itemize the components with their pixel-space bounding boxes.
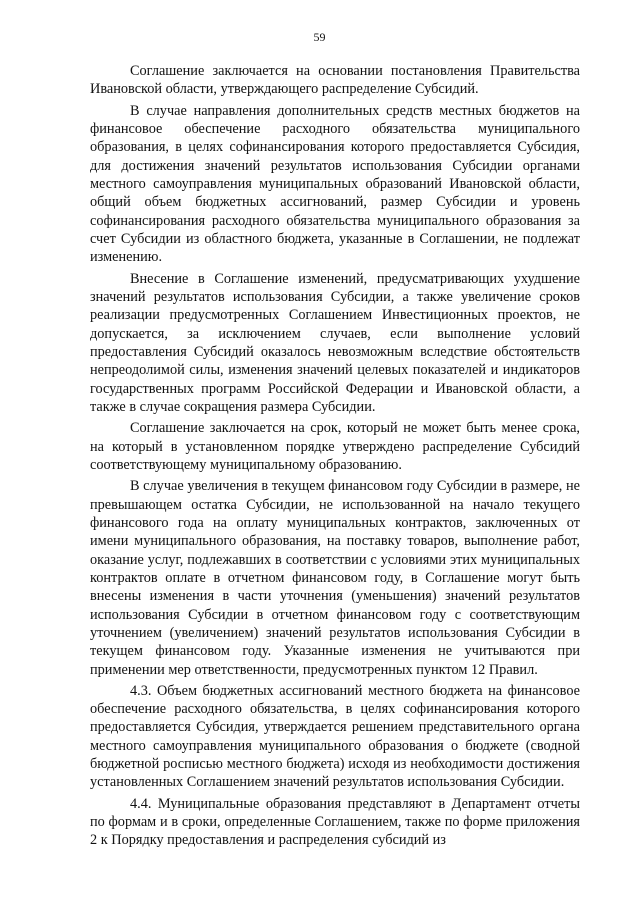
- paragraph-subsidy-increase: В случае увеличения в текущем финансовом году Субсидии в размере, не превышающем остатка Субсидии, не использованной на начало текущего финансового года на оплату муниципальных контрактов, заключенных от имени муниципального образования, на поставку товаров, выполнение работ, оказание услуг, подлежавших в соответствии с условиями этих муниципальных контрактов оплате в отчетном финансовом году, в Соглашение могут быть внесены изменения в части уточнения (уменьшения) значений результатов использования Субсидии в отчетном финансовом году с соответствующим уточнением (увеличением) значений результатов использования Субсидии в текущем финансовом году. Указанные изменения не учитываются при применении мер ответственности, предусмотренных пунктом 12 Правил.: [90, 478, 580, 678]
- paragraph-amendments: Внесение в Соглашение изменений, предусматривающих ухудшение значений результатов использования Субсидии, а также увеличение сроков реализации предусмотренных Соглашением Инвестиционных проектов, не допускается, за исключением случаев, если выполнение условий предоставления Субсидий оказалось невозможным вследствие обстоятельств непреодолимой силы, изменения значений целевых показателей и индикаторов государственных программ Российской Федерации и Ивановской области, а также в случае сокращения размера Субсидии.: [90, 270, 580, 415]
- paragraph-4-3: 4.3. Объем бюджетных ассигнований местного бюджета на финансовое обеспечение расходного обязательства, в целях софинансирования которого предоставляется Субсидия, утверждается решением представительного органа местного самоуправления муниципального образования о бюджете (сводной бюджетной росписью местного бюджета) исходя из необходимости достижения установленных Соглашением значений результатов использования Субсидии.: [90, 682, 580, 791]
- paragraph-agreement-term: Соглашение заключается на срок, который не может быть менее срока, на который в установленном порядке утверждено распределение Субсидий соответствующему муниципальному образованию.: [90, 420, 580, 473]
- paragraph-additional-funds: В случае направления дополнительных средств местных бюджетов на финансовое обеспечение расходного обязательства муниципального образования, в целях софинансирования которого предоставляется Субсидия, для достижения значений результатов использования Субсидии органами местного самоуправления муниципальных образований Ивановской области, общий объем бюджетных ассигнований, размер Субсидии и уровень софинансирования расходного обязательства муниципального образования за счет Субсидии из областного бюджета, указанные в Соглашении, не подлежат изменению.: [90, 102, 580, 266]
- paragraph-agreement-basis: Соглашение заключается на основании постановления Правительства Ивановской области, утверждающего распределение Субсидий.: [90, 63, 580, 98]
- page-number: 59: [313, 30, 326, 44]
- document-body: [90, 62, 580, 850]
- paragraph-4-4: 4.4. Муниципальные образования представляют в Департамент отчеты по формам и в сроки, определенные Соглашением, также по форме приложения 2 к Порядку предоставления и распределения субсидий из: [90, 795, 580, 849]
